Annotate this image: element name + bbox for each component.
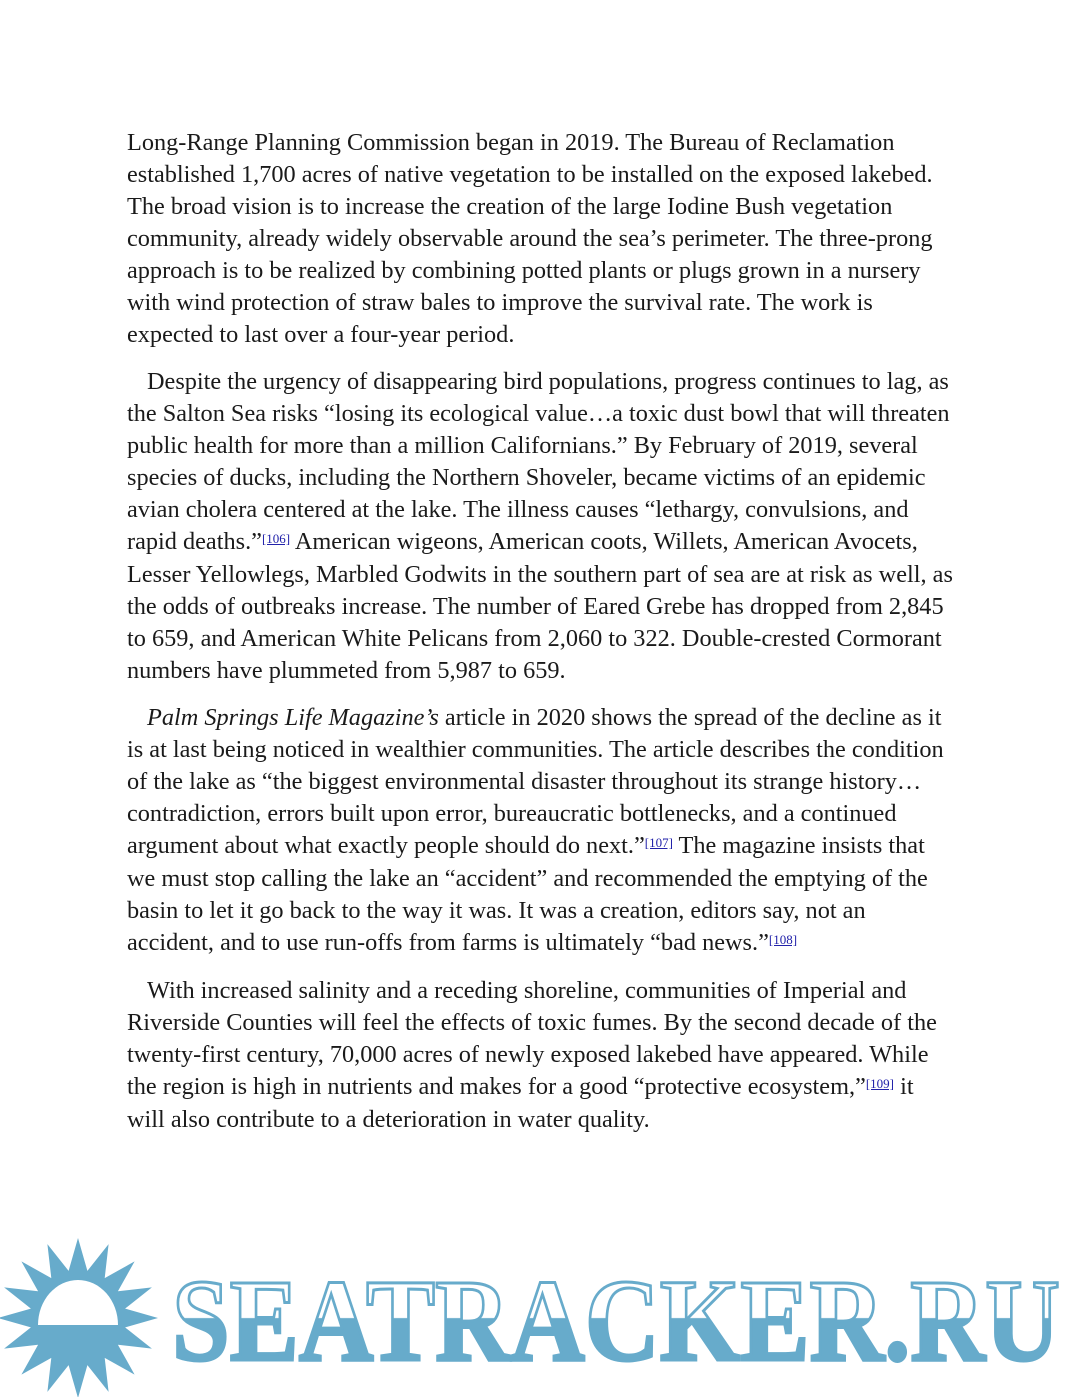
footnote-link-106[interactable]: [106] (261, 531, 291, 546)
watermark-text: SEATRACKER.RU (172, 1255, 1060, 1386)
paragraph-text: American wigeons, American coots, Willets, American Avocets, Lesser Yellowlegs, Marbled Godwits in the southern part of sea are at risk as well, as the odds of outbreaks increase. The number of Eared Grebe has dropped from 2,845 to 659, and American White Pelicans from 2,060 to 322. Double-crested Cormorant numbers have plummeted from 5,987 to 659. (127, 528, 953, 684)
footnote-link-107[interactable]: [107] (644, 835, 673, 850)
watermark-logo (0, 1238, 1080, 1397)
paragraph-3 (127, 702, 957, 960)
paragraph-text: article in 2020 shows the spread of the decline as it is at last being noticed in wealthier communities. The article describes the condition of the lake as “the biggest environmental disaster throughout its strange history…contradiction, errors built upon error, bureaucratic bottlenecks, and a continued argument about what exactly people should do next.” (127, 704, 944, 859)
document-body (127, 127, 957, 1151)
magazine-title: Palm Springs Life Magazine’s (147, 704, 439, 731)
paragraph-text: Despite the urgency of disappearing bird populations, progress continues to lag, as the Salton Sea risks “losing its ecological value…a toxic dust bowl that will threaten public health for more than a million Californians.” By February of 2019, several species of ducks, including the Northern Shoveler, became victims of an epidemic avian cholera centered at the lake. The illness causes “lethargy, convulsions, and rapid deaths.” (127, 368, 950, 555)
sun-icon (0, 1238, 158, 1397)
paragraph-2 (127, 366, 957, 687)
paragraph-4 (127, 975, 957, 1136)
paragraph-1 (127, 127, 957, 351)
footnote-link-109[interactable]: [109] (865, 1076, 894, 1091)
footnote-link-108[interactable]: [108] (768, 932, 798, 947)
paragraph-text: The magazine insists that we must stop calling the lake an “accident” and recommended the emptying of the basin to let it go back to the way it was. It was a creation, editors say, not an accident, and to use run-offs from farms is ultimately “bad news.” (127, 832, 928, 956)
paragraph-text: it will also contribute to a deterioration in water quality. (127, 1073, 914, 1133)
paragraph-text: Long-Range Planning Commission began in 2019. The Bureau of Reclamation established 1,700 acres of native vegetation to be installed on the exposed lakebed. The broad vision is to increase the creation of the large Iodine Bush vegetation community, already widely observable around the sea’s perimeter. The three-prong approach is to be realized by combining potted plants or plugs grown in a nursery with wind protection of straw bales to improve the survival rate. The work is expected to last over a four-year period. (127, 129, 933, 348)
paragraph-text: With increased salinity and a receding shoreline, communities of Imperial and Riverside Counties will feel the effects of toxic fumes. By the second decade of the twenty-first century, 70,000 acres of newly exposed lakebed have appeared. While the region is high in nutrients and makes for a good “protective ecosystem,” (127, 977, 937, 1100)
